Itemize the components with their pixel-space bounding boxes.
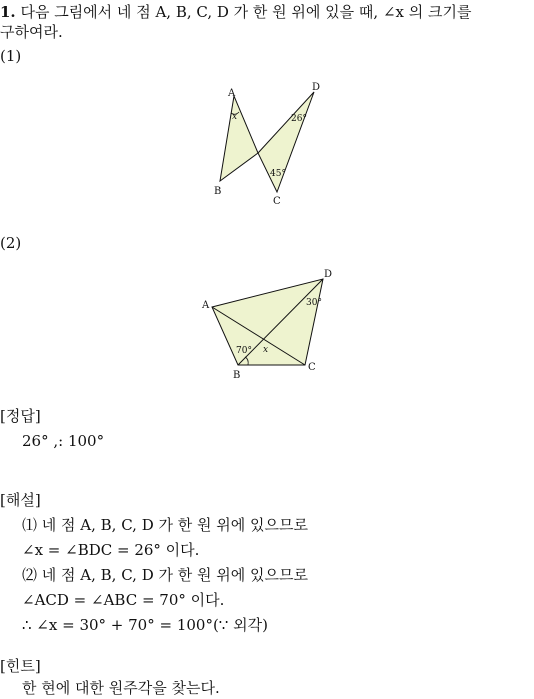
figure-1-point-a: A [228,88,236,99]
figure-2-angle-x: x [263,345,269,355]
figure-1-point-b: B [214,186,222,197]
figure-2-point-a: A [202,300,210,311]
answer-heading: [정답] [0,407,41,425]
figure-2-angle-70: 70° [236,346,252,356]
figure-1-point-d: D [312,82,321,93]
problem-text-1: 다음 그림에서 네 점 A, B, C, D 가 한 원 위에 있을 때, ∠x 의 크기를 [20,3,472,21]
figure-1-point-c: C [273,196,281,207]
explanation-line-5: ∴ ∠x = 30° + 70° = 100°(∵ 외각) [22,616,268,634]
explanation-heading: [해설] [0,491,41,509]
hint-text: 한 현에 대한 원주각을 찾는다. [22,679,220,697]
figure-1-angle-26: 26° [291,114,307,124]
explanation-line-2: ∠x = ∠BDC = 26° 이다. [22,541,200,559]
problem-number: 1. [0,3,16,21]
explanation-line-1: ⑴ 네 점 A, B, C, D 가 한 원 위에 있으므로 [22,516,308,534]
answer-value: 26° ,: 100° [22,432,105,450]
figure-1-angle-x: x [232,112,238,122]
hint-heading: [힌트] [0,657,41,675]
explanation-line-4: ∠ACD = ∠ABC = 70° 이다. [22,591,225,609]
part1-label: (1) [0,47,22,65]
figure-1-angle-45: 45° [270,169,286,179]
problem-line-2: 구하여라. [0,23,63,41]
figure-2-point-c: C [308,362,316,373]
figure-2-angle-30: 30° [306,298,322,308]
figure-2-point-b: B [233,370,241,381]
explanation-line-3: ⑵ 네 점 A, B, C, D 가 한 원 위에 있으므로 [22,566,308,584]
figure-2-point-d: D [324,269,333,280]
part2-label: (2) [0,234,22,252]
